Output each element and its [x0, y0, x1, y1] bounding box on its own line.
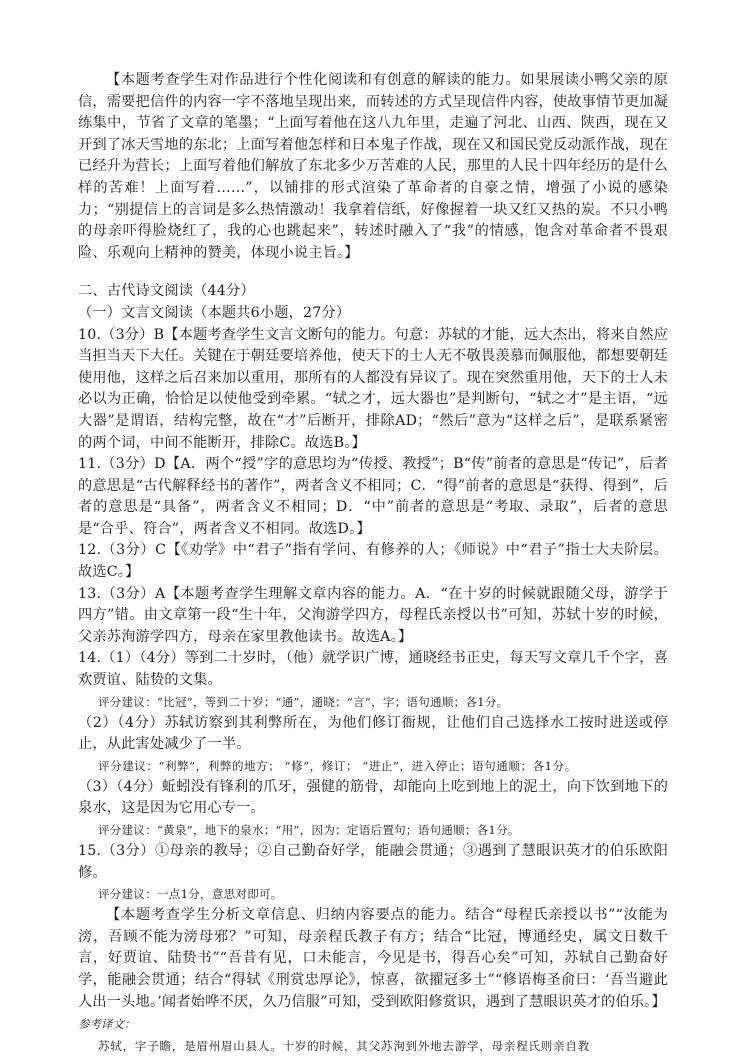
- question-14-part2: （2）（4分）苏轼访察到其利弊所在，为他们修订衙规，让他们自己选择水工按时进送或停止，从此害处减少了一半。: [78, 714, 668, 753]
- reference-translation-text: 苏轼，字子瞻，是眉州眉山县人。十岁的时候，其父苏洵到外地去游学，母亲程氏则亲自教: [98, 1039, 590, 1054]
- scoring-note-14-1: 评分建议：“比冠”，等到二十岁；“通”，通晓；“言”，字；语句通顺；各1分。: [98, 694, 509, 709]
- section-heading: 二、古代诗文阅读（44分）: [78, 283, 255, 300]
- question-11-answer: 11.（3分）D【A．两个“授”字的意思均为“传授、教授”；B“传”前者的意思是“传记”，后者的意思是“古代解释经书的著作”，两者含义不相同；C．“得”前者的意思是“获得、得到”，后者的意思是“具备”，两者含义不相同；D．“中”前者的意思是“考取、录取”，后者的意思是“合乎、符合”，两者含义不相同。故选D。】: [78, 456, 668, 537]
- scoring-note-15: 评分建议：一点1分，意思对即可。: [98, 887, 283, 902]
- question-10-answer: 10.（3分）B【本题考查学生文言文断句的能力。句意：苏轼的才能，远大杰出，将来自然应当担当天下大任。关键在于朝廷要培养他，使天下的士人无不敬畏羡慕而佩服他，都想要朝廷使用他，这样之后召来加以重用，那所有的人都没有异议了。现在突然重用他，天下的士人未必以为正确，恰恰足以使他受到牵累。“轼之才，远大器也”是判断句，“轼之才”是主语，“远大器”是谓语，结构完整，故在“才”后断开，排除AD；“然后”意为“这样之后”，是联系紧密的两个词，中间不能断开，排除C。故选B。】: [78, 326, 668, 451]
- intro-analysis: 【本题考查学生对作品进行个性化阅读和有创意的解读的能力。如果展读小鸭父亲的原信，需要把信件的内容一字不落地呈现出来，而转述的方式呈现信件内容，使故事情节更加凝练集中，节省了文章的笔墨；“上面写着他在这八九年里，走遍了河北、山西、陕西，现在又开到了冰天雪地的东北；上面写着他怎样和日本鬼子作战，现在又和国民党反动派作战，现在已经升为营长；上面写着他们解放了东北多少万苦难的人民，那里的人民十四年经历的是什么样的苦难！上面写着……”，以铺排的形式渲染了革命者的自豪之情，增强了小说的感染力；“别提信上的言词是多么热情激动！我拿着信纸，好像握着一块又红又热的炭。不只小鸭的母亲吓得脸烧红了，我的心也跳起来”，转述时融入了“我”的情感，饱含对革命者不畏艰险、乐观向上精神的赞美，体现小说主旨。】: [78, 72, 668, 261]
- section-subheading: （一）文言文阅读（本题共6小题，27分）: [78, 304, 351, 321]
- answer-page: [78, 70, 668, 1057]
- scoring-note-14-3: 评分建议：“黄泉”，地下的泉水；“用”，因为；定语后置句；语句通顺；各1分。: [98, 823, 520, 837]
- question-13-answer: 13.（3分）A【本题考查学生理解文章内容的能力。A．“在十岁的时候就跟随父母，游学于四方”错。由文章第一段“生十年，父洵游学四方，母程氏亲授以书”可知，苏轼十岁的时候，父亲苏洵游学四方，母亲在家里教他读书。故选A。】: [78, 585, 668, 645]
- reference-translation-label: 参考译文：: [78, 1017, 136, 1032]
- question-12-answer: 12.（3分）C【《劝学》中“君子”指有学问、有修养的人；《师说》中“君子”指士大夫阶层。故选C。】: [78, 542, 668, 581]
- question-14-part1: 14.（1）（4分）等到二十岁时，（他）就学识广博，通晓经书正史，每天写文章几千个字，喜欢贾谊、陆贽的文集。: [78, 650, 668, 689]
- question-14-part3: （3）（4分）蚯蚓没有锋利的爪牙，强健的筋骨，却能向上吃到地上的泥土，向下饮到地下的泉水，这是因为它用心专一。: [78, 778, 668, 817]
- question-15-analysis: 【本题考查学生分析文章信息、归纳内容要点的能力。结合“母程氏亲授以书”“汝能为滂，吾顾不能为滂母邪？”可知，母亲程氏教子有方；结合“比冠，博通经史，属文日数千言，好贾谊、陆贽书”“吾昔有见，口未能言，今见是书，得吾心矣”可知，苏轼自己勤奋好学，能融会贯通；结合“得轼《刑赏忠厚论》，惊喜，欲擢冠多士”“修语梅圣俞曰：‘吾当避此人出一头地。’闻者始哗不厌，久乃信服”可知，受到欧阳修赏识，遇到了慧眼识英才的伯乐。】: [78, 907, 668, 1010]
- scoring-note-14-2: 评分建议：“利弊”，利弊的地方； “修”，修订； “进止”，进入停止；语句通顺；各1分。: [98, 758, 577, 773]
- question-15-answer: 15.（3分）①母亲的教导；②自己勤奋好学，能融会贯通；③遇到了慧眼识英才的伯乐欧阳修。: [78, 843, 668, 881]
